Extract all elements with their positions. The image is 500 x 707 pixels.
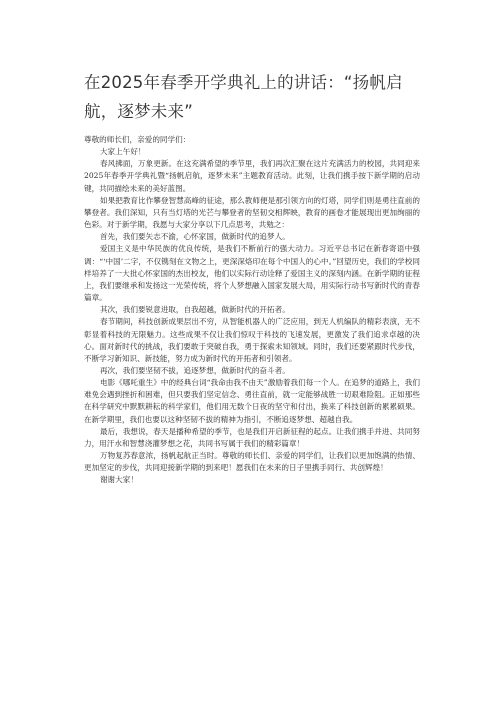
document-title: 在2025年春季开学典礼上的讲话：“扬帆启航，逐梦未来” (84, 73, 403, 121)
section-heading: 再次，我们要坚韧不拔，追逐梦想，做新时代的奋斗者。 (99, 365, 290, 375)
paragraph: 如果把教育比作攀登智慧高峰的征途，那么教师便是那引领方向的灯塔，同学们则是勇往直前的攀登者。我们深知，只有当灯塔的光芒与攀登者的坚韧交相辉映，教育的画卷才能展现出更加绚丽的色彩。对于新学期，我愿与大家分享以下几点思考，共勉之： (84, 195, 420, 230)
section-heading: 其次，我们要锐意进取，自我超越，做新时代的开拓者。 (99, 305, 290, 315)
paragraph: 电影《哪吒重生》中的经典台词“我命由我不由天”激励着我们每一个人。在追梦的道路上，我们难免会遇到挫折和困难，但只要我们坚定信念、勇往直前，就一定能够战胜一切艰难险阻。正如那些在科学研究中默默耕耘的科学家们，他们用无数个日夜的坚守和付出，换来了科技创新的累累硕果。在新学期里，我们也要以这种坚韧不拔的精神为指引，不断追逐梦想、超越自我。 (84, 378, 420, 424)
paragraph: 春风拂面，万象更新。在这充满希望的季节里，我们再次汇聚在这片充满活力的校园，共同迎来2025年春季开学典礼暨“扬帆启航，逐梦未来”主题教育活动。此刻，让我们携手按下新学期的启动键，共同描绘未来的美好蓝图。 (84, 159, 420, 193)
salutation: 尊敬的师长们，亲爱的同学们： (84, 135, 191, 144)
section-heading: 首先，我们要矢志不渝，心怀家国，做新时代的追梦人。 (99, 232, 290, 242)
paragraph: 春节期间，科技创新成果层出不穷，从智能机器人的广泛应用，到无人机编队的精彩表演，无不彰显着科技的无限魅力。这些成果不仅让我们惊叹于科技的飞速发展，更激发了我们追求卓越的决心。面对新时代的挑战，我们要敢于突破自我，勇于探索未知领域。同时，我们还要紧跟时代步伐，不断学习新知识、新技能，努力成为新时代的开拓者和引领者。 (84, 317, 420, 363)
greeting: 大家上午好！ (99, 147, 146, 157)
paragraph: 最后，我想说，春天是播种希望的季节，也是我们开启新征程的起点。让我们携手并进、共同努力，用汗水和智慧浇灌梦想之花，共同书写属于我们的精彩篇章！ (84, 426, 420, 448)
paragraph: 爱国主义是中华民族的优良传统，是我们不断前行的强大动力。习近平总书记在新春寄语中强调：“‘中国’二字，不仅镌刻在文物之上，更深深烙印在每个中国人的心中。”回望历史，我们的学校同样培养了一大批心怀家国的杰出校友，他们以实际行动诠释了爱国主义的深刻内涵。在新学期的征程上，我们要继承和发扬这一光荣传统，将个人梦想融入国家发展大局，用实际行动书写新时代的青春篇章。 (84, 244, 420, 303)
closing: 谢谢大家！ (99, 475, 138, 485)
document-body (84, 134, 420, 487)
paragraph: 万物复苏春意浓，扬帆起航正当时。尊敬的师长们、亲爱的同学们，让我们以更加饱满的热情、更加坚定的步伐，共同迎接新学期的到来吧！愿我们在未来的日子里携手同行、共创辉煌！ (84, 451, 420, 473)
